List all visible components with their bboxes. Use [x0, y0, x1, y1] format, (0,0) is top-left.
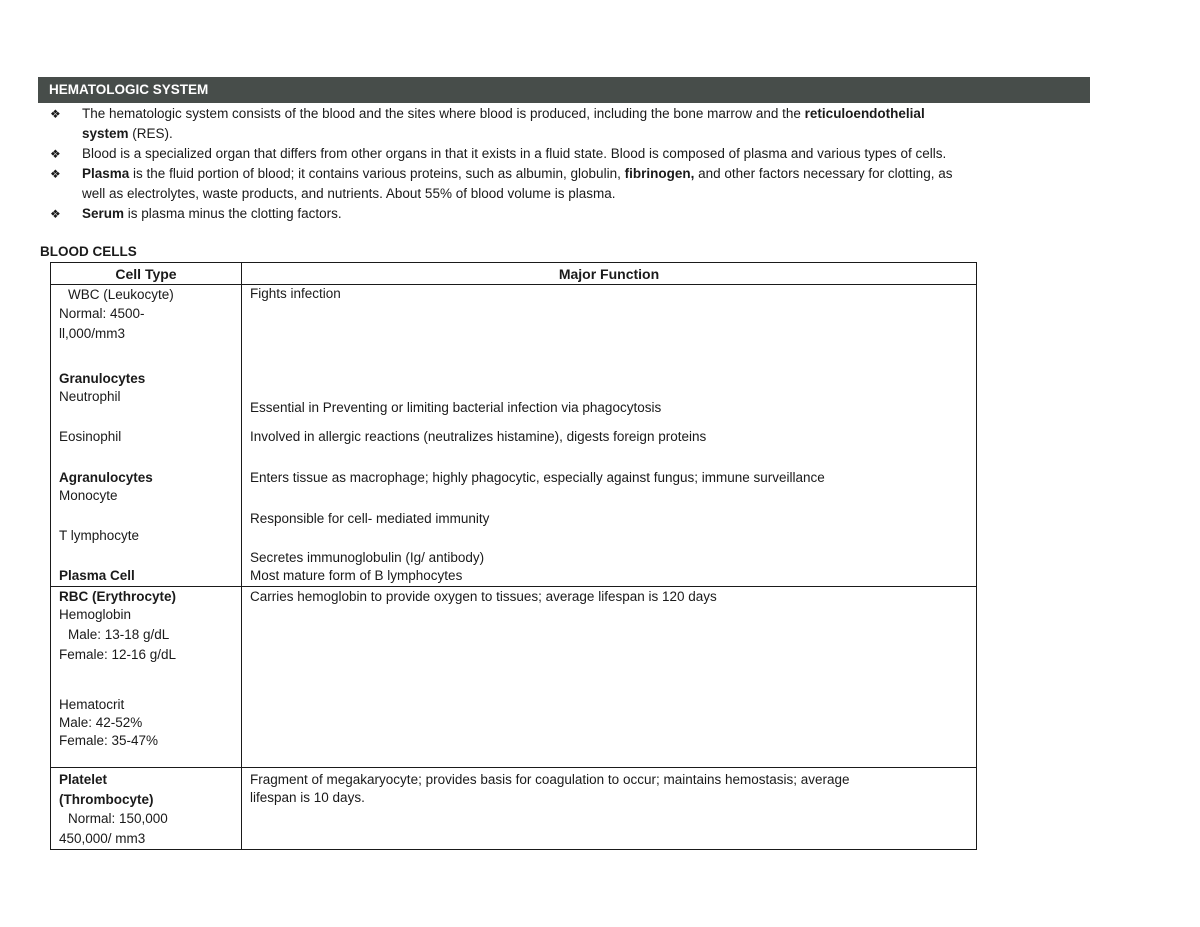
bullet-item: ❖ Serum is plasma minus the clotting factors. — [50, 204, 1090, 224]
diamond-bullet-icon: ❖ — [50, 147, 61, 161]
blood-cells-heading: BLOOD CELLS — [40, 244, 137, 259]
platelet-function: Fragment of megakaryocyte; provides basis for coagulation to occur; maintains hemostasis; average — [250, 772, 850, 787]
t-lymphocyte-label: T lymphocyte — [59, 528, 140, 543]
neutrophil-label: Neutrophil — [59, 389, 121, 404]
platelet-name: (Thrombocyte) — [59, 792, 154, 807]
wbc-name: WBC (Leukocyte) — [68, 287, 174, 302]
monocyte-function: Enters tissue as macrophage; highly phagocytic, especially against fungus; immune surveillance — [250, 470, 825, 485]
t-lymphocyte-function: Responsible for cell- mediated immunity — [250, 511, 490, 526]
blood-cells-table — [50, 262, 977, 850]
monocyte-label: Monocyte — [59, 488, 118, 503]
wbc-function: Fights infection — [250, 286, 341, 301]
hematocrit-female: Female: 35-47% — [59, 733, 159, 748]
hematocrit-label: Hematocrit — [59, 697, 125, 712]
rbc-function: Carries hemoglobin to provide oxygen to tissues; average lifespan is 120 days — [250, 589, 717, 604]
column-divider — [241, 263, 242, 849]
agranulocytes-label: Agranulocytes — [59, 470, 153, 485]
column-header-cell-type: Cell Type — [115, 266, 177, 282]
row-divider — [51, 767, 976, 768]
row-divider — [51, 284, 976, 285]
platelet-normal: 450,000/ mm3 — [59, 831, 146, 846]
wbc-normal: ll,000/mm3 — [59, 326, 126, 341]
platelet-name: Platelet — [59, 772, 108, 787]
row-divider — [51, 586, 976, 587]
plasma-cell-label: Plasma Cell — [59, 568, 135, 583]
diamond-bullet-icon: ❖ — [50, 107, 61, 121]
eosinophil-label: Eosinophil — [59, 429, 122, 444]
section-title: HEMATOLOGIC SYSTEM — [49, 82, 209, 97]
platelet-function: lifespan is 10 days. — [250, 790, 365, 805]
plasma-cell-function: Secretes immunoglobulin (Ig/ antibody) — [250, 550, 485, 565]
diamond-bullet-icon: ❖ — [50, 207, 61, 221]
hemoglobin-label: Hemoglobin — [59, 607, 132, 622]
hemoglobin-male: Male: 13-18 g/dL — [68, 627, 170, 642]
section-header — [38, 77, 1090, 103]
platelet-normal: Normal: 150,000 — [68, 811, 168, 826]
granulocytes-label: Granulocytes — [59, 371, 146, 386]
eosinophil-function: Involved in allergic reactions (neutralizes histamine), digests foreign proteins — [250, 429, 707, 444]
hematocrit-male: Male: 42-52% — [59, 715, 143, 730]
wbc-normal: Normal: 4500- — [59, 306, 145, 321]
bullet-list — [50, 104, 1090, 224]
plasma-cell-function: Most mature form of B lymphocytes — [250, 568, 463, 583]
hemoglobin-female: Female: 12-16 g/dL — [59, 647, 177, 662]
diamond-bullet-icon: ❖ — [50, 167, 61, 181]
bullet-item: ❖ Plasma is the fluid portion of blood; it contains various proteins, such as albumin, globulin, fibrinogen, and other factors necessary for clotting, as well as electrolytes, waste products, and nutrients. About 55% of blood volume is plasma. — [50, 166, 953, 201]
bullet-item: ❖ Blood is a specialized organ that differs from other organs in that it exists in a fluid state. Blood is composed of plasma and various types of cells. — [50, 144, 1090, 164]
rbc-name: RBC (Erythrocyte) — [59, 589, 177, 604]
bullet-item: ❖ The hematologic system consists of the blood and the sites where blood is produced, including the bone marrow and the reticuloendothelial system (RES). — [50, 106, 925, 141]
column-header-major-function: Major Function — [558, 266, 660, 282]
neutrophil-function: Essential in Preventing or limiting bacterial infection via phagocytosis — [250, 400, 662, 415]
